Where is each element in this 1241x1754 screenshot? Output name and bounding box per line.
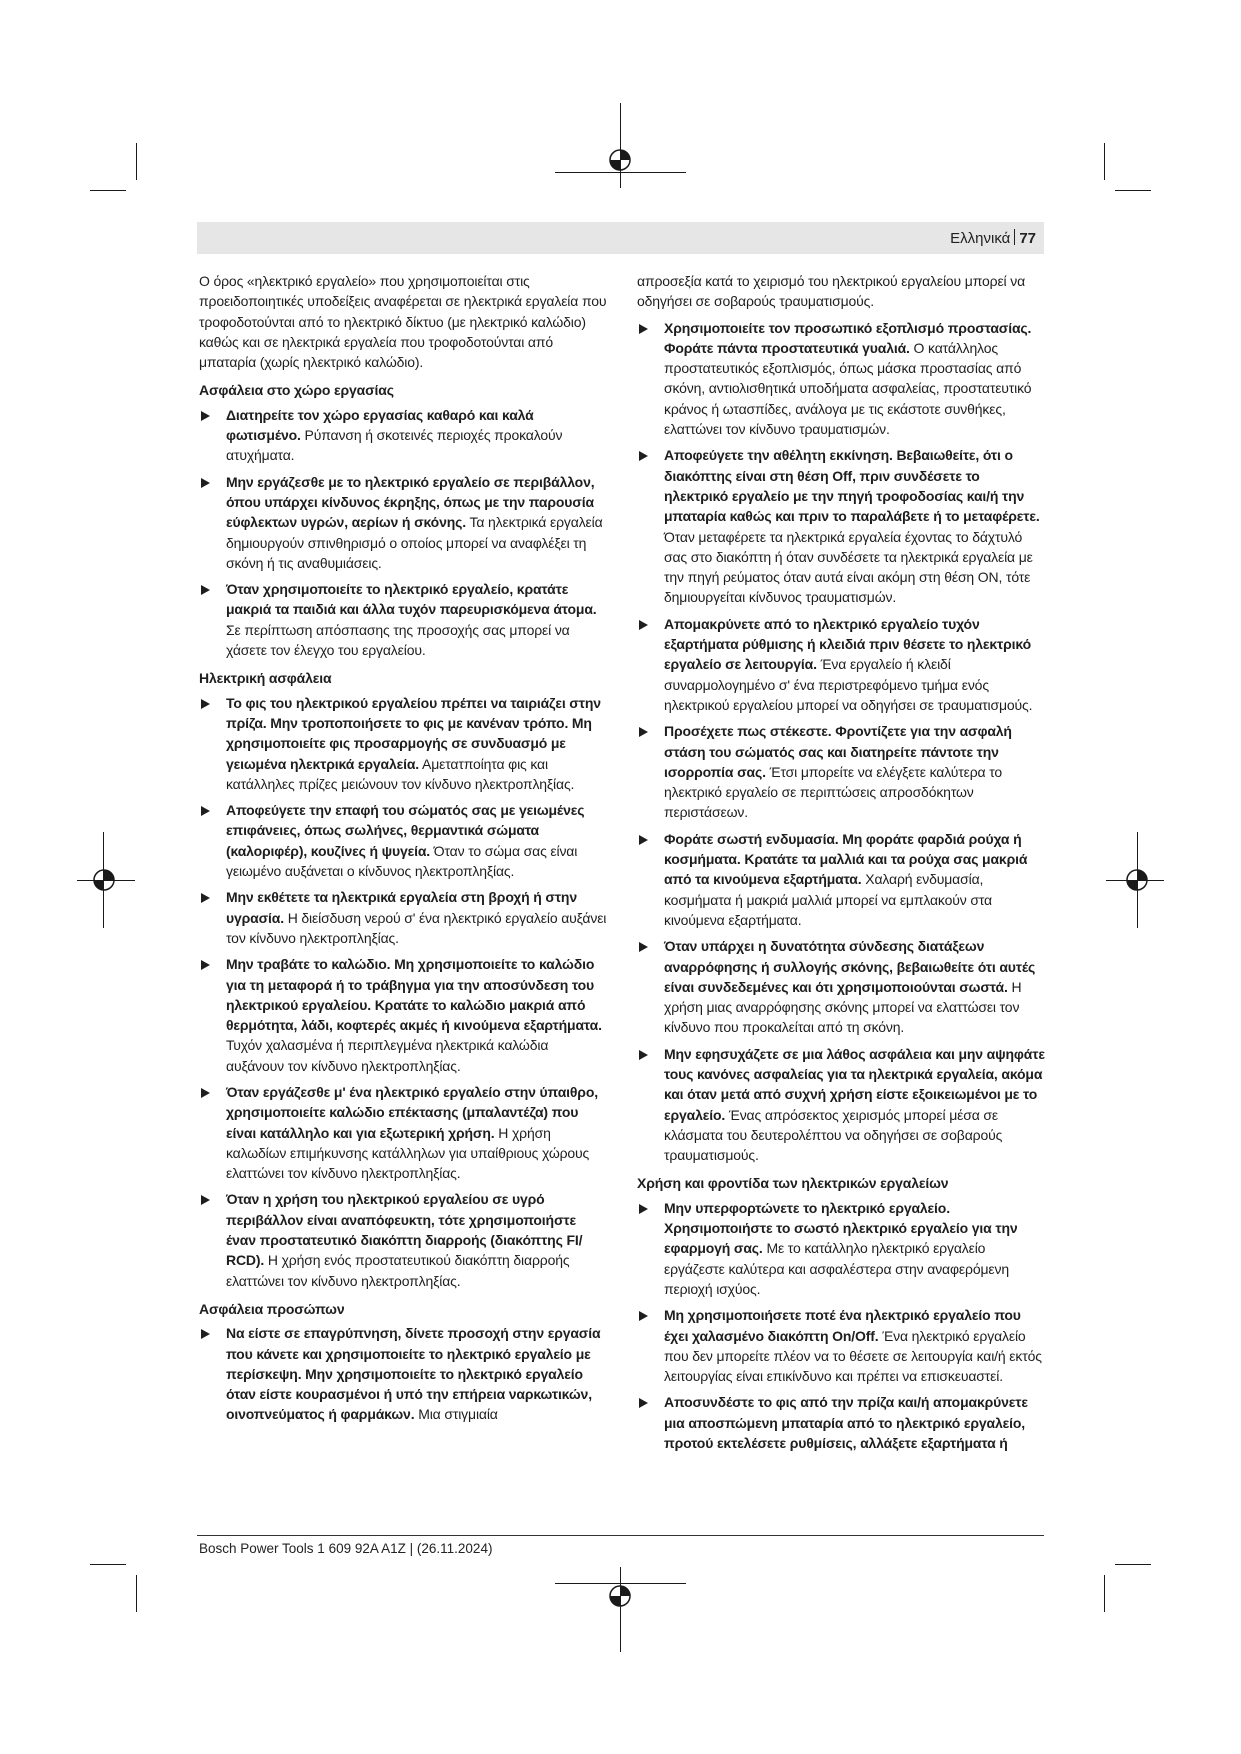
item-text: Ρύπανση ή σκοτεινές περιοχές προκαλούν ατυχήματα.: [226, 427, 563, 464]
bullet-arrow-icon: [639, 1050, 648, 1060]
list-item: [637, 1392, 1047, 1453]
list-item: [637, 829, 1047, 930]
list-item: [199, 405, 609, 466]
list-item: [637, 318, 1047, 440]
item-text: Αμετατποίητα φις και κατάλληλες πρίζες μειώνουν τον κίνδυνο ηλεκτροπληξίας.: [226, 755, 575, 792]
item-bold: Αποφεύγετε την αθέλητη εκκίνηση. Βεβαιωθείτε, ότι ο διακόπτης είναι στη θέση Off, πριν συνδέσετε το ηλεκτρικό εργαλείο με την πηγή τροφοδοσίας και/ή την μπαταρία καθώς και πριν το παραλάβετε ή το μεταφέρετε.: [664, 447, 1040, 525]
item-text: Τα ηλεκτρικά εργαλεία δημιουργούν σπινθηρισμό ο οποίος μπορεί να αναφλέξει τη σκόνη ή τις αναθυμιάσεις.: [226, 514, 603, 571]
item-bold: Μην εφησυχάζετε σε μια λάθος ασφάλεια και μην αψηφάτε τους κανόνες ασφαλείας για τα ηλεκτρικά εργαλεία, ακόμα και όταν μετά από συχνή χρήση είστε εξοικειωμένοι με το εργαλείο.: [664, 1045, 1045, 1123]
crop-mark: [90, 1564, 126, 1565]
page-number: 77: [1019, 230, 1036, 247]
item-bold: Διατηρείτε τον χώρο εργασίας καθαρό και καλά φωτισμένο.: [226, 406, 534, 444]
item-bold: Μην τραβάτε το καλώδιο. Μη χρησιμοποιείτε το καλώδιο για τη μεταφορά ή το τράβηγμα για την αποσύνδεση του ηλεκτρικού εργαλείου. Κρατάτε το καλώδιο μακριά από θερμότητα, λάδι, κοφτερές ακμές ή κινούμενα εξαρτήματα.: [226, 956, 602, 1034]
list-item: [199, 1082, 609, 1183]
list-item: [637, 445, 1047, 607]
item-text: Τυχόν χαλασμένα ή περιπλεγμένα ηλεκτρικά καλώδια αυξάνουν τον κίνδυνο ηλεκτροπληξίας.: [226, 1037, 549, 1074]
page-header: [950, 229, 1036, 247]
item-bold: Προσέχετε πως στέκεστε. Φροντίζετε για την ασφαλή στάση του σώματός σας και διατηρείτε πάντοτε την ισορροπία σας.: [664, 723, 1012, 780]
item-bold: Μην εκθέτετε τα ηλεκτρικά εργαλεία στη βροχή ή στην υγρασία.: [226, 889, 577, 926]
item-bold: Αποσυνδέστε το φις από την πρίζα και/ή απομακρύνετε μια αποσπώμενη μπαταρία από το ηλεκτρικό εργαλείο, προτού εκτελέσετε ρυθμίσεις, αλλάξετε εξαρτήματα ή: [664, 1394, 1028, 1452]
item-bold: Μην υπερφορτώνετε το ηλεκτρικό εργαλείο. Χρησιμοποιήστε το σωστό ηλεκτρικό εργαλείο για την εφαρμογή σας.: [664, 1199, 1018, 1257]
bullet-arrow-icon: [201, 1088, 210, 1098]
item-bold: Μην εργάζεσθε με το ηλεκτρικό εργαλείο σε περιβάλλον, όπου υπάρχει κίνδυνος έκρηξης, όπως με την παρουσία εύφλεκτων υγρών, αερίων ή σκόνης.: [226, 473, 595, 531]
item-text: Όταν μεταφέρετε τα ηλεκτρικά εργαλεία έχοντας το δάχτυλό σας στο διακόπτη ή όταν συνδέσετε τα ηλεκτρικά εργαλεία με την πηγή ρεύματος όταν αυτά είναι ακόμη στη θέση ON, τότε δημιουργείται κίνδυνος τραυματισμών.: [664, 528, 1033, 606]
bullet-arrow-icon: [201, 699, 210, 709]
header-separator: [1014, 229, 1015, 245]
list-item: [199, 1189, 609, 1290]
bullet-arrow-icon: [639, 1311, 648, 1321]
item-text: Μια στιγμιαία: [418, 1406, 498, 1423]
item-bold: Όταν η χρήση του ηλεκτρικού εργαλείου σε υγρό περιβάλλον είναι αναπόφευκτη, τότε χρησιμοποιήστε έναν προστατευτικό διακόπτη διαρροής (διακόπτης FI/ RCD).: [226, 1191, 583, 1269]
list-item: [199, 579, 609, 660]
bullet-arrow-icon: [639, 451, 648, 461]
item-text: Χαλαρή ενδυμασία, κοσμήματα ή μακριά μαλλιά μπορεί να εμπλακούν στα κινούμενα εξαρτήματα.: [664, 871, 992, 928]
crop-mark: [620, 1567, 621, 1652]
list-item: [199, 472, 609, 573]
list-item: [199, 887, 609, 948]
item-text: Ένας απρόσεκτος χειρισμός μπορεί μέσα σε κλάσματα του δευτερολέπτου να οδηγήσει σε σοβαρούς τραυματισμούς.: [664, 1106, 1003, 1164]
bullet-arrow-icon: [201, 411, 210, 421]
bullet-arrow-icon: [201, 478, 210, 488]
bullet-arrow-icon: [201, 806, 210, 816]
item-bold: Χρησιμοποιείτε τον προσωπικό εξοπλισμό προστασίας. Φοράτε πάντα προστατευτικά γυαλιά.: [664, 319, 1032, 356]
section-heading-electrical: Ηλεκτρική ασφάλεια: [199, 670, 332, 687]
item-text: Όταν το σώμα σας είναι γειωμένο αυξάνεται ο κίνδυνος ηλεκτροπληξίας.: [226, 842, 578, 880]
item-bold: Αποφεύγετε την επαφή του σώματός σας με γειωμένες επιφάνειες, όπως σωλήνες, θερμαντικά σώματα (καλοριφέρ), κουζίνες ή ψυγεία.: [226, 802, 585, 859]
item-text: Ένα ηλεκτρικό εργαλείο που δεν μπορείτε πλέον να το θέσετε σε λειτουργία και/ή εκτός λειτουργίας είναι επικίνδυνο και πρέπει να επισκευαστεί.: [664, 1327, 1042, 1385]
section-heading-work-area: Ασφάλεια στο χώρο εργασίας: [199, 382, 394, 399]
item-bold: Απομακρύνετε από το ηλεκτρικό εργαλείο τυχόν εξαρτήματα ρύθμισης ή κλειδιά πριν θέσετε το ηλεκτρικό εργαλείο σε λειτουργία.: [664, 615, 1032, 673]
item-bold: Να είστε σε επαγρύπνηση, δίνετε προσοχή στην εργασία που κάνετε και χρησιμοποιείτε το ηλεκτρικό εργαλείο με περίσκεψη. Μην χρησιμοποιείτε το ηλεκτρικό εργαλείο όταν είστε κουρασμένοι ή υπό την επήρεια ναρκωτικών, οινοπνεύματος ή φαρμάκων.: [226, 1325, 601, 1423]
bullet-arrow-icon: [639, 835, 648, 845]
item-text: Σε περίπτωση απόσπασης της προσοχής σας μπορεί να χάσετε τον έλεγχο του εργαλείου.: [226, 621, 570, 659]
footer-divider: [197, 1535, 1044, 1536]
list-item: [637, 936, 1047, 1037]
list-item: [199, 954, 609, 1076]
header-language: Ελληνικά: [950, 230, 1011, 247]
bullet-arrow-icon: [639, 727, 648, 737]
list-item: [199, 1323, 609, 1424]
list-item: [637, 1305, 1047, 1386]
list-item: [637, 614, 1047, 715]
bullet-arrow-icon: [639, 620, 648, 630]
crop-mark: [1104, 143, 1105, 180]
continued-paragraph: απροσεξία κατά το χειρισμό του ηλεκτρικού εργαλείου μπορεί να οδηγήσει σε σοβαρούς τραυματισμούς.: [637, 273, 1026, 310]
registration-mark-icon: [607, 147, 633, 173]
crop-mark: [1115, 1564, 1151, 1565]
bullet-arrow-icon: [639, 324, 648, 334]
item-bold: Το φις του ηλεκτρικού εργαλείου πρέπει να ταιριάζει στην πρίζα. Μην τροποποιήσετε το φις με κανέναν τρόπο. Μη χρησιμοποιείτε φις προσαρμογής σε συνδυασμό με γειωμένα ηλεκτρικά εργαλεία.: [226, 694, 601, 772]
crop-mark: [90, 190, 126, 191]
right-column: [637, 271, 1047, 1459]
crop-mark: [136, 1575, 137, 1612]
intro-paragraph: Ο όρος «ηλεκτρικό εργαλείο» που χρησιμοποιείται στις προειδοποιητικές υποδείξεις αναφέρεται σε ηλεκτρικά εργαλεία που τροφοδοτούνται από το ηλεκτρικό δίκτυο (με ηλεκτρικό καλώδιο) καθώς και σε ηλεκτρικά εργαλεία που τροφοδοτούνται από μπαταρία (χωρίς ηλεκτρικό καλώδιο).: [199, 273, 607, 371]
list-item: [637, 1044, 1047, 1166]
item-text: Έτσι μπορείτε να ελέγξετε καλύτερα το ηλεκτρικό εργαλείο σε περιπτώσεις απροσδόκητων περιστάσεων.: [664, 763, 1003, 821]
item-text: Η διείσδυση νερού σ' ένα ηλεκτρικό εργαλείο αυξάνει τον κίνδυνο ηλεκτροπληξίας.: [226, 909, 607, 946]
left-column: [199, 271, 609, 1431]
crop-mark: [620, 103, 621, 188]
bullet-arrow-icon: [201, 585, 210, 595]
list-item: [199, 693, 609, 794]
item-text: Η χρήση ενός προστατευτικού διακόπτη διαρροής ελαττώνει τον κίνδυνο ηλεκτροπληξίας.: [226, 1252, 570, 1289]
registration-mark-icon: [607, 1583, 633, 1609]
crop-mark: [136, 143, 137, 180]
bullet-arrow-icon: [201, 893, 210, 903]
section-heading-personal: Ασφάλεια προσώπων: [199, 1300, 345, 1317]
crop-mark: [1115, 190, 1151, 191]
bullet-arrow-icon: [639, 1204, 648, 1214]
list-item: [637, 721, 1047, 822]
item-bold: Φοράτε σωστή ενδυμασία. Μη φοράτε φαρδιά ρούχα ή κοσμήματα. Κρατάτε τα μαλλιά και τα ρούχα σας μακριά από τα κινούμενα εξαρτήματα.: [664, 830, 1028, 888]
page-footer: Bosch Power Tools 1 609 92A A1Z | (26.11.2024): [199, 1541, 493, 1556]
item-text: Η χρήση καλωδίων επιμήκυνσης κατάλληλων για υπαίθριους χώρους ελαττώνει τον κίνδυνο ηλεκτροπληξίας.: [226, 1124, 590, 1182]
item-bold: Μη χρησιμοποιήσετε ποτέ ένα ηλεκτρικό εργαλείο που έχει χαλασμένο διακόπτη On/Off.: [664, 1307, 1021, 1344]
page-header-band: [197, 222, 1044, 254]
item-text: Η χρήση μιας αναρρόφησης σκόνης μπορεί να ελαττώσει τον κίνδυνο που προκαλείται από τη σκόνη.: [664, 978, 1022, 1036]
bullet-arrow-icon: [201, 1195, 210, 1205]
list-item: [199, 800, 609, 881]
bullet-arrow-icon: [201, 960, 210, 970]
item-text: Ένα εργαλείο ή κλειδί συναρμολογημένο σ' ένα περιστρεφόμενο τμήμα ενός ηλεκτρικού εργαλείου μπορεί να οδηγήσει σε τραυματισμούς.: [664, 656, 1033, 713]
item-bold: Όταν υπάρχει η δυνατότητα σύνδεσης διατάξεων αναρρόφησης ή συλλογής σκόνης, βεβαιωθείτε ότι αυτές είναι συνδεδεμένες και ότι χρησιμοποιούνται σωστά.: [664, 938, 1036, 995]
crop-mark: [1104, 1575, 1105, 1612]
item-bold: Όταν εργάζεσθε μ' ένα ηλεκτρικό εργαλείο στην ύπαιθρο, χρησιμοποιείτε καλώδιο επέκτασης (μπαλαντέζα) που είναι κατάλληλο και για εξωτερική χρήση.: [226, 1083, 598, 1141]
registration-mark-icon: [1124, 867, 1150, 893]
bullet-arrow-icon: [639, 1398, 648, 1408]
bullet-arrow-icon: [639, 942, 648, 952]
list-item: [637, 1198, 1047, 1299]
item-text: Με το κατάλληλο ηλεκτρικό εργαλείο εργάζεστε καλύτερα και ασφαλέστερα στην αναφερόμενη περιοχή ισχύος.: [664, 1240, 1009, 1297]
item-bold: Όταν χρησιμοποιείτε το ηλεκτρικό εργαλείο, κρατάτε μακριά τα παιδιά και άλλα τυχόν παρευρισκόμενα άτομα.: [226, 581, 597, 618]
registration-mark-icon: [91, 867, 117, 893]
bullet-arrow-icon: [201, 1329, 210, 1339]
item-text: Ο κατάλληλος προστατευτικός εξοπλισμός, όπως μάσκα προστασίας από σκόνη, αντιολισθητικά υποδήματα ασφαλείας, προστατευτικό κράνος ή ωτασπίδες, ανάλογα με τις εκάστοτε συνθήκες, ελαττώνει τον κίνδυνο τραυματισμών.: [664, 339, 1032, 438]
section-heading-use-care: Χρήση και φροντίδα των ηλεκτρικών εργαλείων: [637, 1175, 949, 1192]
